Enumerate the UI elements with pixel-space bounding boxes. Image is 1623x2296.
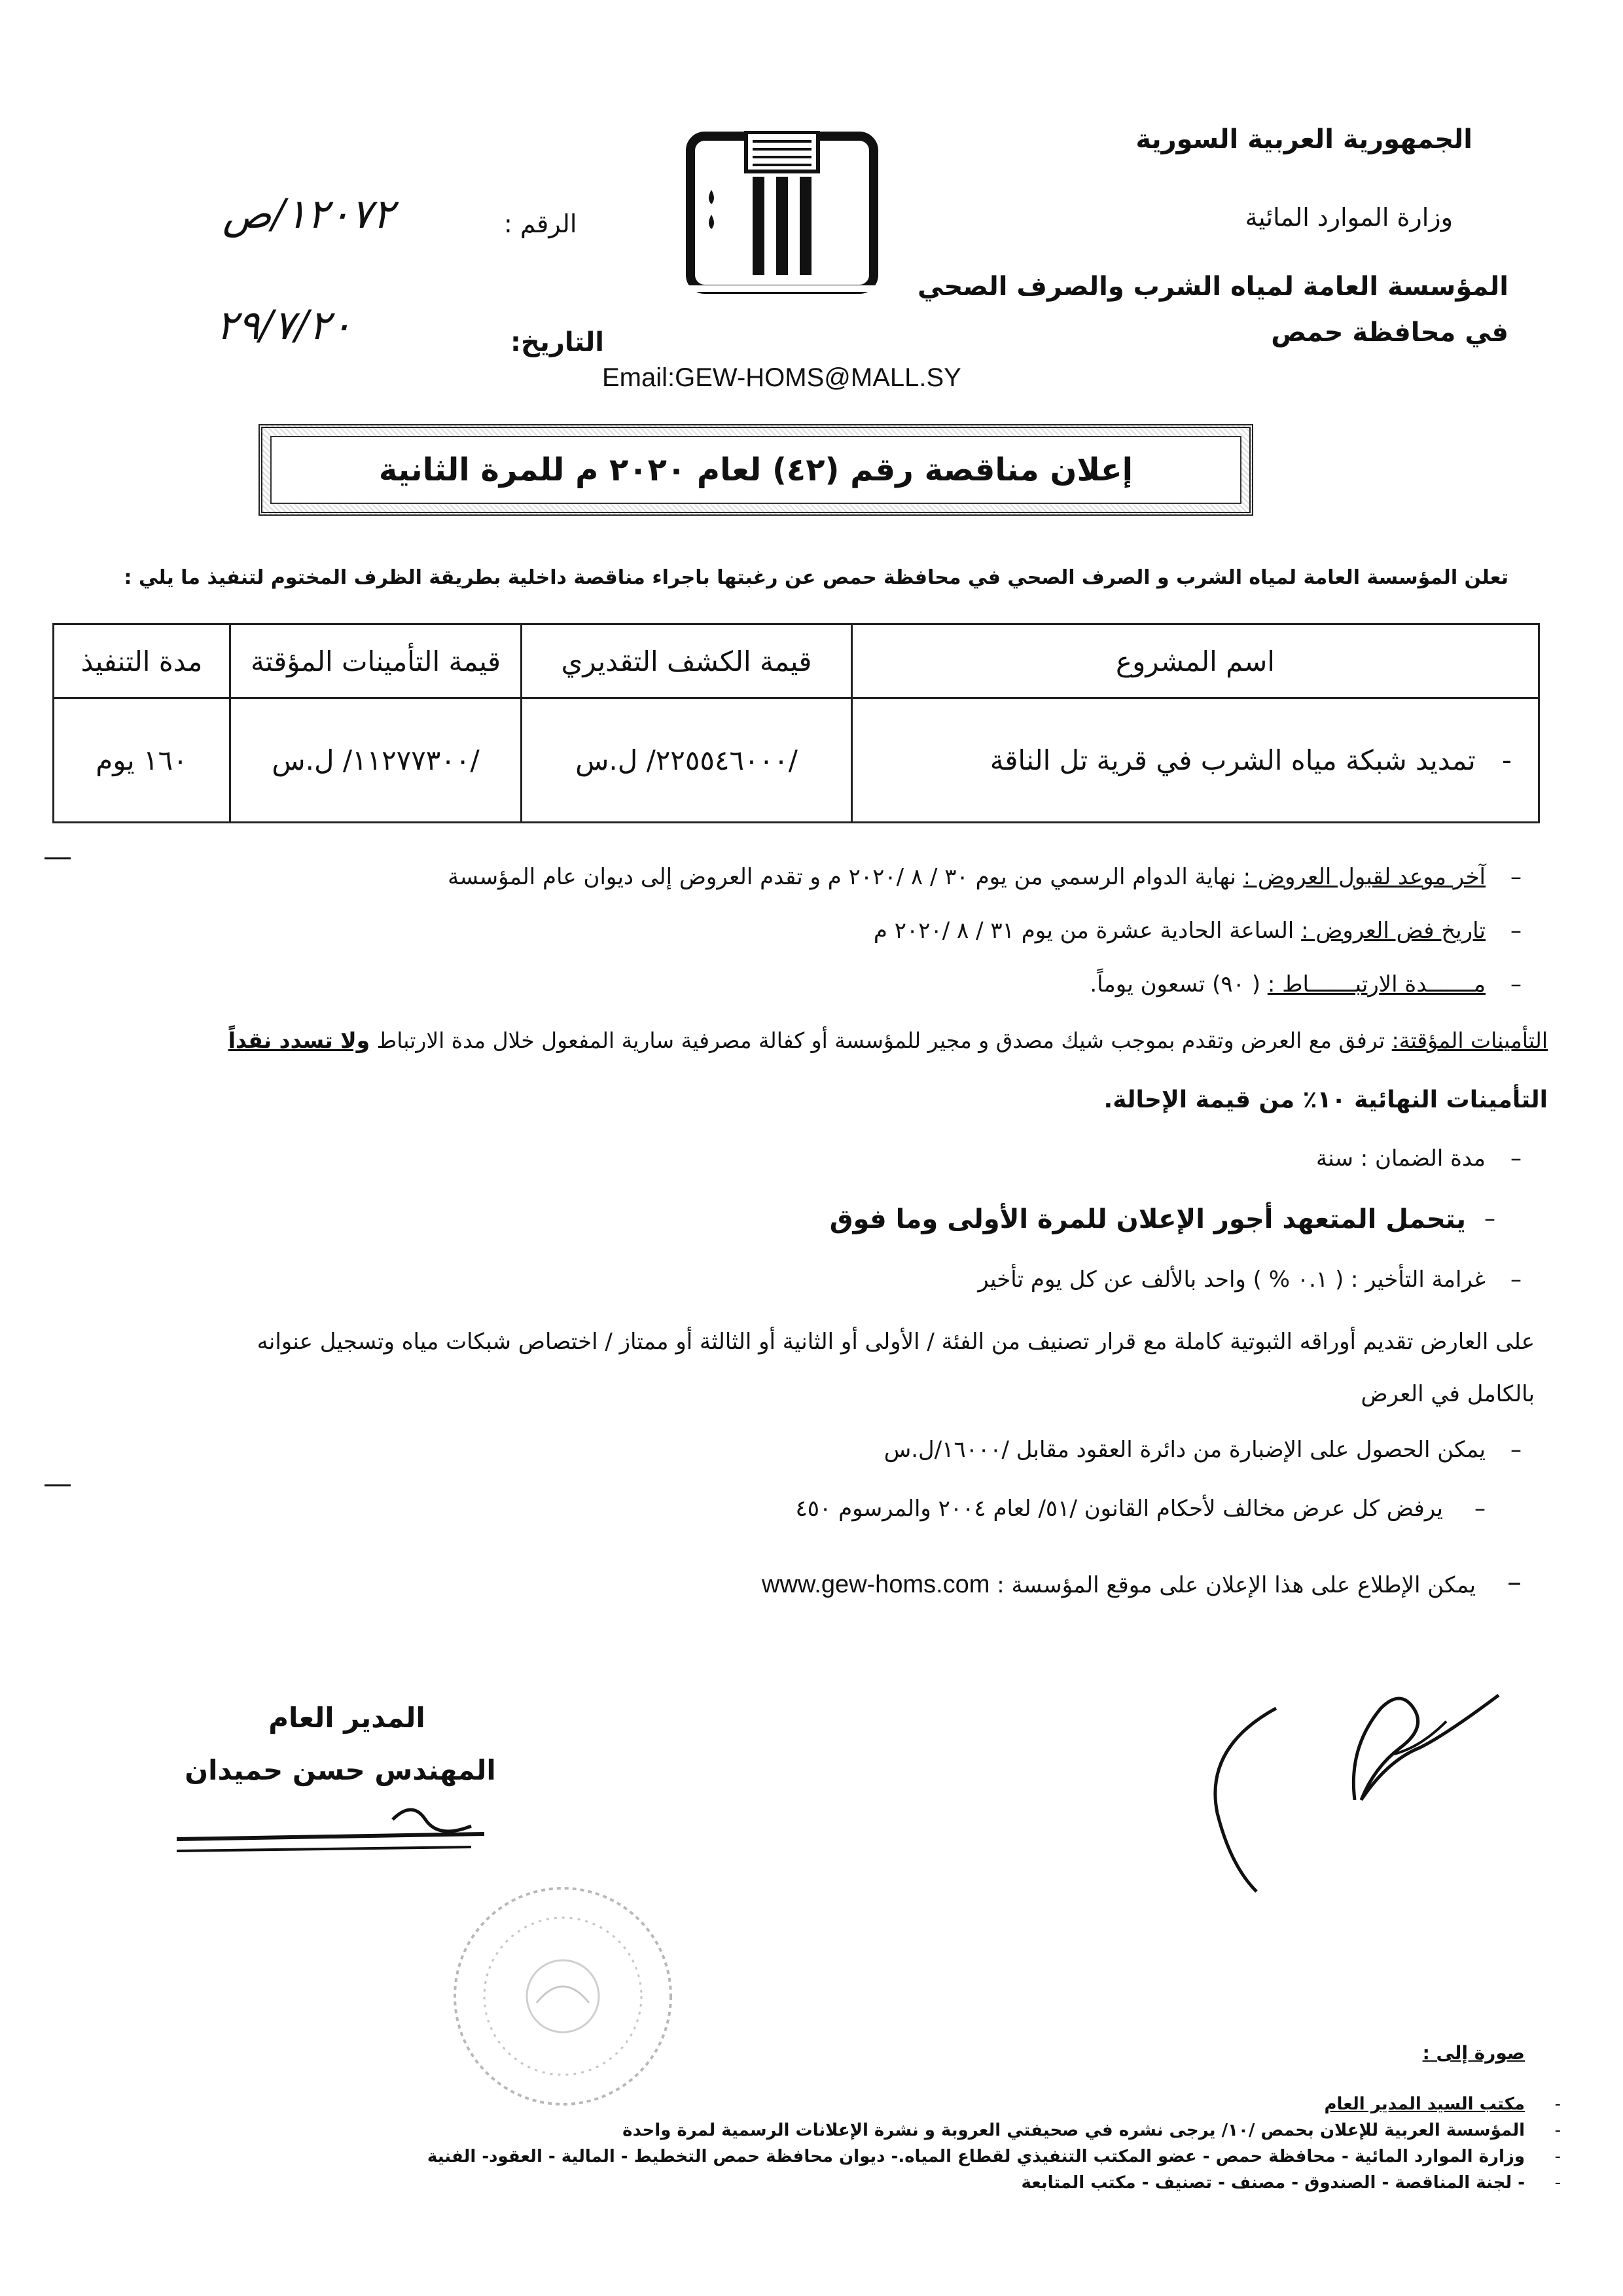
cell-duration: ١٦٠ يوم	[54, 698, 230, 823]
website-text: يمكن الإطلاع على هذا الإعلان على موقع المؤسسة :	[997, 1572, 1476, 1598]
header-duration: مدة التنفيذ	[54, 624, 230, 698]
opening-label: تاريخ فض العروض :	[1301, 918, 1486, 944]
commitment-item	[1090, 971, 1486, 997]
opening-item	[874, 918, 1486, 944]
establishment-logo-icon	[684, 131, 880, 295]
table-header-row	[54, 624, 1539, 698]
ministry-name: وزارة الموارد المائية	[1245, 203, 1453, 232]
bullet-dash: -	[1554, 2121, 1561, 2140]
email-address: Email:GEW-HOMS@MALL.SY	[602, 363, 961, 392]
copies-line: المؤسسة العربية للإعلان بحمص /١٠/ يرجى نشره في صحيفتي العروبة و نشرة الإعلانات الرسمية لمرة واحدة	[622, 2121, 1525, 2140]
republic-name: الجمهورية العربية السورية	[1135, 124, 1472, 154]
deadline-item	[448, 864, 1486, 890]
bullet-dash: –	[1510, 1437, 1522, 1463]
signatory-name: المهندس حسن حميدان	[185, 1754, 496, 1786]
tender-table	[52, 623, 1540, 823]
temp-deposit-item	[228, 1028, 1548, 1053]
copies-line: - لجنة المناقصة - الصندوق - مصنف - تصنيف - مكتب المتابعة	[1021, 2173, 1525, 2193]
deadline-label: آخر موعد لقبول العروض :	[1243, 864, 1486, 890]
cell-estimate: /٢٢٥٥٤٦٠٠٠/ ل.س	[522, 698, 852, 823]
intro-text: تعلن المؤسسة العامة لمياه الشرب و الصرف الصحي في محافظة حمص عن رغبتها باجراء مناقصة داخلية بطريقة الظرف المختوم لتنفيذ ما يلي :	[124, 566, 1508, 589]
temp-deposit-text: ترفق مع العرض وتقدم بموجب شيك مصدق و مجير للمؤسسة أو كفالة مصرفية سارية المفعول خلال مدة الارتباط	[376, 1028, 1385, 1053]
date-value: ٢٩/٧/٢٠	[216, 301, 353, 349]
penalty-item: غرامة التأخير : ( ٠.١ % ) واحد بالألف عن كل يوم تأخير	[978, 1266, 1486, 1293]
cell-project: - تمديد شبكة مياه الشرب في قرية تل الناقة	[852, 698, 1539, 823]
establishment-name: المؤسسة العامة لمياه الشرب والصرف الصحي	[917, 272, 1508, 302]
opening-text: الساعة الحادية عشرة من يوم ٣١ / ٨ /٢٠٢٠ م	[873, 918, 1294, 944]
governorate-name: في محافظة حمص	[1271, 317, 1508, 348]
cell-deposit: /١١٢٧٧٣٠٠/ ل.س	[230, 698, 522, 823]
title-frame	[259, 424, 1253, 516]
website-url: www.gew-homs.com	[762, 1571, 990, 1598]
copies-line: وزارة الموارد المائية - محافظة حمص - عضو المكتب التنفيذي لقطاع المياه.- ديوان محافظة حمص التخطيط - المالية - العقود- الفنية	[427, 2147, 1525, 2166]
handwritten-signature-icon	[1178, 1656, 1505, 1905]
temp-deposit-label: التأمينات المؤقتة:	[1391, 1028, 1548, 1053]
bullet-dash: -	[1554, 2147, 1561, 2166]
bullet-dash: –	[1510, 971, 1522, 997]
copies-heading: صورة إلى :	[1422, 2042, 1525, 2064]
bidder-docs-line-1: على العارض تقديم أوراقه الثبوتية كاملة مع قرار تصنيف من الفئة / الأولى أو الثانية أو الثالثة أو ممتاز / اختصاص شبكات مياه وتسجيل عنوانه	[257, 1329, 1535, 1355]
ad-costs-item: يتحمل المتعهد أجور الإعلان للمرة الأولى وما فوق	[829, 1204, 1466, 1234]
bullet-dash: –	[1510, 1266, 1522, 1293]
deadline-text: نهاية الدوام الرسمي من يوم ٣٠ / ٨ /٢٠٢٠ م و تقدم العروض إلى ديوان عام المؤسسة	[448, 864, 1236, 890]
header-project: اسم المشروع	[852, 624, 1539, 698]
rejection-item: يرفض كل عرض مخالف لأحكام القانون /٥١/ لعام ٢٠٠٤ والمرسوم ٤٥٠	[795, 1496, 1443, 1522]
reference-label: الرقم :	[504, 209, 577, 238]
signatory-position: المدير العام	[268, 1702, 425, 1734]
reference-number: ١٢٠٧٢/ص	[223, 190, 395, 238]
margin-mark	[45, 857, 71, 859]
temp-deposit-tail: ولا تسدد نقداً	[228, 1028, 370, 1053]
announcement-title: إعلان مناقصة رقم (٤٢) لعام ٢٠٢٠ م للمرة الثانية	[270, 436, 1241, 504]
commitment-text: ( ٩٠) تسعون يوماً.	[1090, 971, 1260, 997]
signature-mark-icon	[170, 1793, 497, 1865]
header-estimate: قيمة الكشف التقديري	[522, 624, 852, 698]
header-deposit: قيمة التأمينات المؤقتة	[230, 624, 522, 698]
bullet-dash: –	[1474, 1496, 1486, 1522]
bidder-docs-line-2: بالكامل في العرض	[1361, 1381, 1535, 1407]
official-seal-icon	[445, 1878, 681, 2114]
date-label: التاريخ:	[510, 327, 604, 357]
margin-mark	[45, 1484, 71, 1486]
final-deposit: التأمينات النهائية ١٠٪ من قيمة الإحالة.	[1103, 1086, 1548, 1113]
bullet-dash: –	[1484, 1206, 1495, 1232]
bullet-dash: -	[1554, 2094, 1561, 2114]
project-name: تمديد شبكة مياه الشرب في قرية تل الناقة	[990, 744, 1476, 776]
table-row	[54, 698, 1539, 823]
bullet-dash: –	[1510, 918, 1522, 944]
dossier-item: يمكن الحصول على الإضبارة من دائرة العقود مقابل /١٦٠٠٠/ل.س	[883, 1437, 1486, 1463]
warranty-item: مدة الضمان : سنة	[1315, 1145, 1486, 1172]
bullet-dash: –	[1510, 1145, 1522, 1172]
bullet-dash: –	[1507, 1566, 1522, 1599]
commitment-label: مـــــــدة الارتبـــــــاط :	[1267, 971, 1486, 997]
bullet-dash: –	[1510, 864, 1522, 890]
website-item	[762, 1571, 1476, 1599]
bullet-dash: -	[1554, 2173, 1561, 2193]
copies-line: مكتب السيد المدير العام	[1324, 2094, 1525, 2114]
